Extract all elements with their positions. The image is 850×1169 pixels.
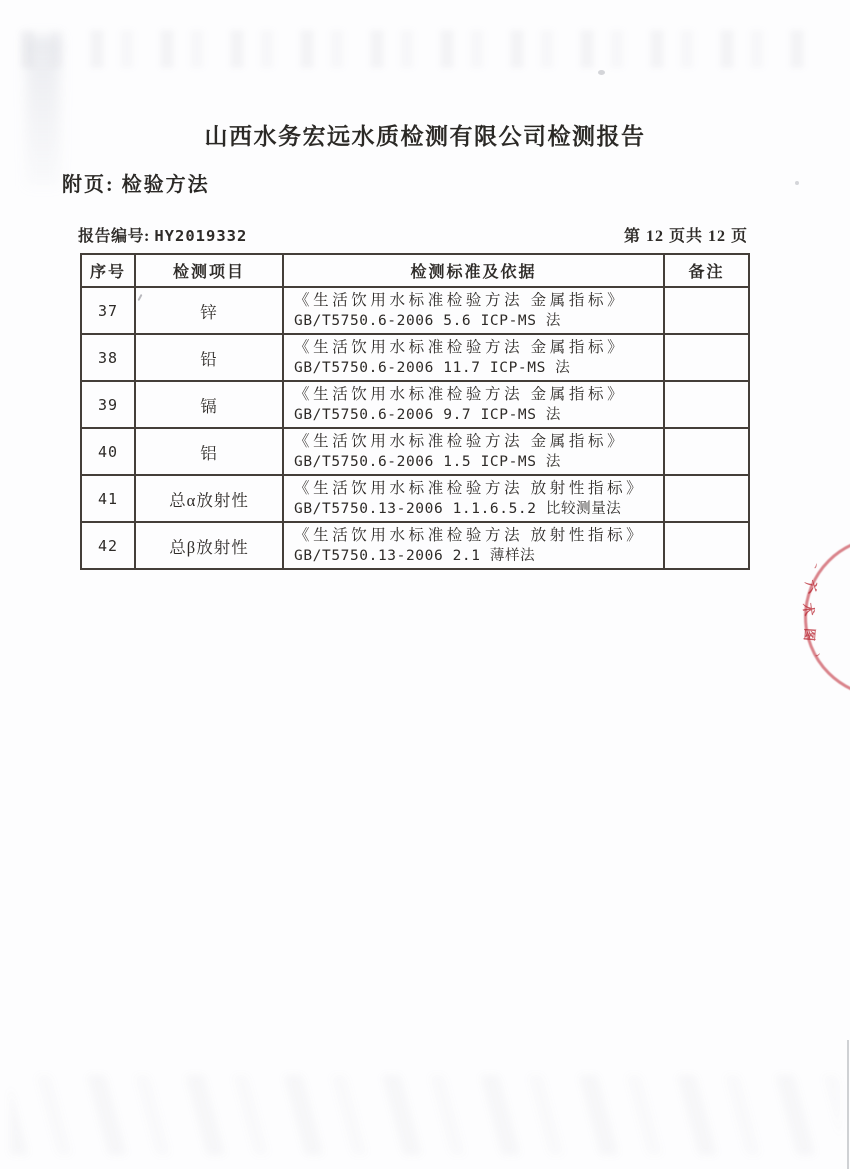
cell-standard [283,428,664,475]
scan-edge-line [847,1040,849,1169]
table-row [81,381,749,428]
cell-serial-number: 42 [81,522,135,569]
standard-title-line: 《生活饮用水标准检验方法 金属指标》 [294,339,627,356]
header-test-item: 检测项目 [135,254,283,287]
cell-test-item: 总α放射性 [135,475,283,522]
meta-row [78,223,748,246]
cell-serial-number: 39 [81,381,135,428]
standard-title-line: 《生活饮用水标准检验方法 放射性指标》 [294,527,646,544]
cell-remark [664,287,749,334]
header-remark: 备注 [664,254,749,287]
methods-table-body [81,287,749,569]
cell-remark [664,381,749,428]
seal-glyph: 图 [801,627,818,642]
cell-test-item: 铝 [135,428,283,475]
seal-glyph: 丶 [811,649,823,661]
cell-test-item: 镉 [135,381,283,428]
cell-remark [664,334,749,381]
cell-standard [283,475,664,522]
seal-glyph: 丶 [808,560,822,573]
scan-speck [795,181,799,185]
standard-code-line: GB/T5750.6-2006 1.5 ICP-MS 法 [294,454,562,470]
cell-remark [664,428,749,475]
standard-title-line: 《生活饮用水标准检验方法 金属指标》 [294,433,627,450]
standard-title-line: 《生活饮用水标准检验方法 放射性指标》 [294,480,646,497]
scan-speck [598,70,605,75]
cell-standard [283,334,664,381]
cell-test-item: 总β放射性 [135,522,283,569]
table-header-row [81,254,749,287]
standard-code-line: GB/T5750.6-2006 11.7 ICP-MS 法 [294,360,571,376]
seal-ring-icon [801,536,850,698]
standard-code-line: GB/T5750.13-2006 1.1.6.5.2 比较测量法 [294,501,622,517]
scan-noise-bottom [10,1075,840,1155]
cell-serial-number: 41 [81,475,135,522]
partial-red-seal-stamp [790,540,850,690]
table-row [81,522,749,569]
cell-serial-number: 37 [81,287,135,334]
report-number-value: HY2019332 [154,227,248,245]
seal-glyph: 术 [800,602,817,617]
page-indicator: 第 12 页共 12 页 [623,228,748,245]
report-number [78,223,247,246]
page-title: 山西水务宏远水质检测有限公司检测报告 [204,123,646,149]
cell-serial-number: 40 [81,428,135,475]
standard-title-line: 《生活饮用水标准检验方法 金属指标》 [294,292,627,309]
cell-remark [664,522,749,569]
cell-test-item: 锌 [135,287,283,334]
header-standard: 检测标准及依据 [283,254,664,287]
cell-test-item: 铅 [135,334,283,381]
cell-standard [283,381,664,428]
attachment-subtitle: 附页: 检验方法 [62,174,210,196]
table-row [81,334,749,381]
table-row [81,475,749,522]
standard-code-line: GB/T5750.6-2006 9.7 ICP-MS 法 [294,407,562,423]
scan-smudge [26,36,60,186]
cell-standard [283,522,664,569]
methods-table [80,253,750,570]
cell-serial-number: 38 [81,334,135,381]
standard-code-line: GB/T5750.13-2006 2.1 薄样法 [294,548,536,564]
table-row [81,428,749,475]
cell-standard [283,287,664,334]
table-row [81,287,749,334]
standard-code-line: GB/T5750.6-2006 5.6 ICP-MS 法 [294,313,562,329]
header-serial-number: 序号 [81,254,135,287]
scan-noise-top [20,30,810,68]
cell-remark [664,475,749,522]
seal-glyph: 六 [802,577,821,596]
standard-title-line: 《生活饮用水标准检验方法 金属指标》 [294,386,627,403]
report-number-label: 报告编号: [78,228,150,245]
